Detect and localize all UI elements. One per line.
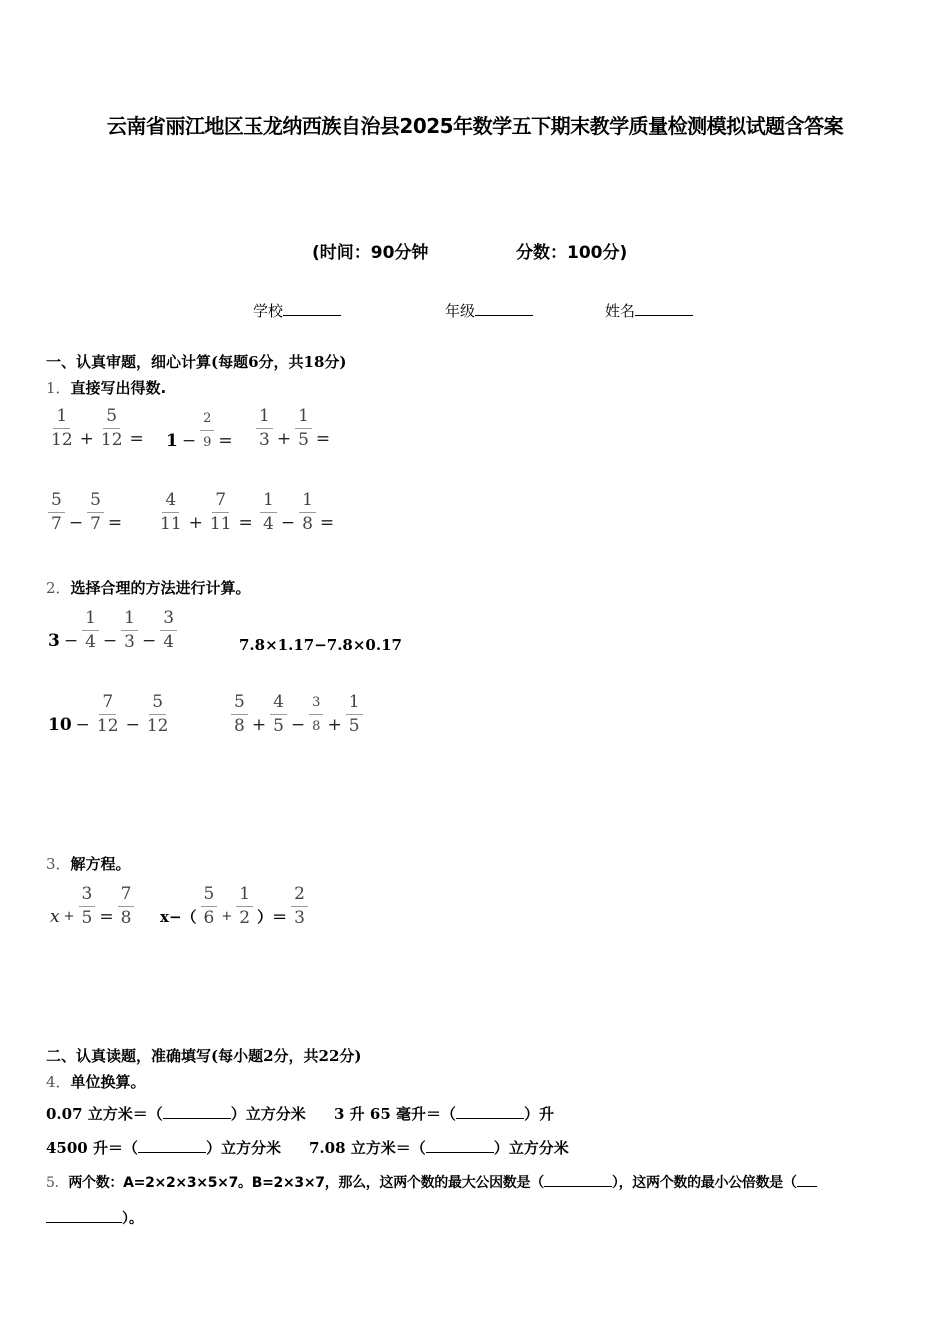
question-text: 直接写出得数. [70, 379, 167, 397]
school-label: 学校 [253, 302, 284, 320]
conversion-3: 4500 升＝（ ）立方分米 [46, 1139, 281, 1157]
question-number: 1． [46, 379, 71, 397]
answer-blank[interactable] [456, 1104, 524, 1119]
lcm-answer-blank-continued[interactable] [46, 1208, 122, 1223]
fraction: $\frac{1}{8}$ [299, 492, 316, 533]
expression-2-2: 7.8×1.17−7.8×0.17 [239, 636, 402, 654]
score-label: 分数：100分) [516, 243, 628, 263]
fraction: $\frac{1}{5}$ [346, 694, 363, 735]
fraction: $\frac{1}{3}$ [121, 610, 138, 651]
gcd-answer-blank[interactable] [544, 1172, 612, 1187]
answer-blank[interactable] [163, 1104, 231, 1119]
expression-2-3: 10 − $\frac{7}{12}$ − $\frac{5}{12}$ [46, 694, 173, 735]
question-1 [46, 377, 166, 398]
section-1-heading: 一、认真审题，细心计算(每题6分，共18分) [46, 353, 347, 371]
grade-blank[interactable] [475, 301, 533, 316]
equation-3-2: x−（ $\frac{5}{6}$ + $\frac{1}{2}$ ）＝ $\frac{2}{3}$ [158, 886, 310, 927]
expression-1-4: $\frac{5}{7}$ − $\frac{5}{7}$ = [46, 492, 124, 533]
expression-2-4: $\frac{5}{8}$ + $\frac{4}{5}$ − $\frac{3}{8}$ + $\frac{1}{5}$ [229, 694, 365, 735]
page-title: 云南省丽江地区玉龙纳西族自治县2025年数学五下期末教学质量检测模拟试题含答案 [106, 114, 844, 138]
fraction: $\frac{1}{4}$ [260, 492, 277, 533]
fraction: $\frac{2}{9}$ [200, 410, 214, 451]
question-text: 选择合理的方法进行计算。 [70, 579, 251, 597]
fraction: $\frac{3}{5}$ [79, 886, 96, 927]
fraction: $\frac{7}{8}$ [118, 886, 135, 927]
fraction: $\frac{7}{12}$ [96, 692, 119, 736]
answer-blank[interactable] [138, 1138, 206, 1153]
fraction: $\frac{1}{4}$ [82, 610, 99, 651]
question-2 [46, 577, 251, 598]
question-number: 5． [46, 1175, 69, 1191]
answer-blank[interactable] [426, 1138, 494, 1153]
school-field[interactable] [253, 300, 341, 321]
lcm-answer-blank[interactable] [797, 1172, 817, 1187]
question-3 [46, 853, 131, 874]
fraction: $\frac{1}{3}$ [256, 408, 273, 449]
fraction: $\frac{5}{7}$ [48, 492, 65, 533]
question-text: 单位换算。 [70, 1073, 146, 1091]
expression-1-2: 1 − $\frac{2}{9}$ = [166, 411, 233, 451]
fraction: $\frac{2}{3}$ [291, 886, 308, 927]
fraction: $\frac{5}{8}$ [231, 694, 248, 735]
expression-1-1: $\frac{1}{12}$ + $\frac{5}{12}$ = [46, 408, 146, 449]
fraction: $\frac{3}{8}$ [309, 694, 323, 735]
expression-1-3: $\frac{1}{3}$ + $\frac{1}{5}$ = [254, 408, 332, 449]
expression-1-6: $\frac{1}{4}$ − $\frac{1}{8}$ = [258, 492, 336, 533]
conversion-1: 0.07 立方米＝（ ）立方分米 [46, 1105, 306, 1123]
fraction: $\frac{5}{12}$ [100, 406, 123, 450]
fraction: $\frac{4}{5}$ [270, 694, 287, 735]
conversion-2: 3 升 65 毫升＝（ ）升 [334, 1105, 554, 1123]
fraction: $\frac{5}{12}$ [146, 692, 169, 736]
question-5-continued: ）。 [46, 1208, 143, 1228]
name-field[interactable] [605, 300, 693, 321]
question-text: 解方程。 [70, 855, 131, 873]
name-blank[interactable] [635, 301, 693, 316]
grade-label: 年级 [445, 302, 476, 320]
section-2-heading: 二、认真读题，准确填写(每小题2分，共22分) [46, 1047, 362, 1065]
fraction: $\frac{3}{4}$ [160, 610, 177, 651]
equation-3-1: x + $\frac{3}{5}$ = $\frac{7}{8}$ [48, 886, 136, 927]
fraction: $\frac{1}{5}$ [295, 408, 312, 449]
fraction: $\frac{5}{7}$ [87, 492, 104, 533]
fraction: $\frac{1}{12}$ [51, 406, 73, 450]
question-number: 4． [46, 1073, 71, 1091]
school-blank[interactable] [283, 301, 341, 316]
question-number: 3． [46, 855, 71, 873]
expression-1-5: $\frac{4}{11}$ + $\frac{7}{11}$ = [155, 492, 255, 533]
question-5: 5．两个数：A=2×2×3×5×7。B=2×3×7，那么，这两个数的最大公因数是（ ），这两个数的最小公倍数是（ [46, 1172, 817, 1192]
fraction: $\frac{1}{2}$ [236, 886, 253, 927]
expression-2-1: 3 − $\frac{1}{4}$ − $\frac{1}{3}$ − $\frac{3}{4}$ [46, 610, 179, 651]
question-4 [46, 1071, 146, 1092]
question-number: 2． [46, 579, 71, 597]
fraction: $\frac{7}{11}$ [209, 490, 232, 534]
name-label: 姓名 [605, 302, 636, 320]
conversion-4: 7.08 立方米＝（ ）立方分米 [309, 1139, 569, 1157]
time-label: (时间：90分钟 [312, 243, 429, 263]
fraction: $\frac{4}{11}$ [160, 490, 182, 534]
fraction: $\frac{5}{6}$ [201, 886, 218, 927]
grade-field[interactable] [445, 300, 533, 321]
